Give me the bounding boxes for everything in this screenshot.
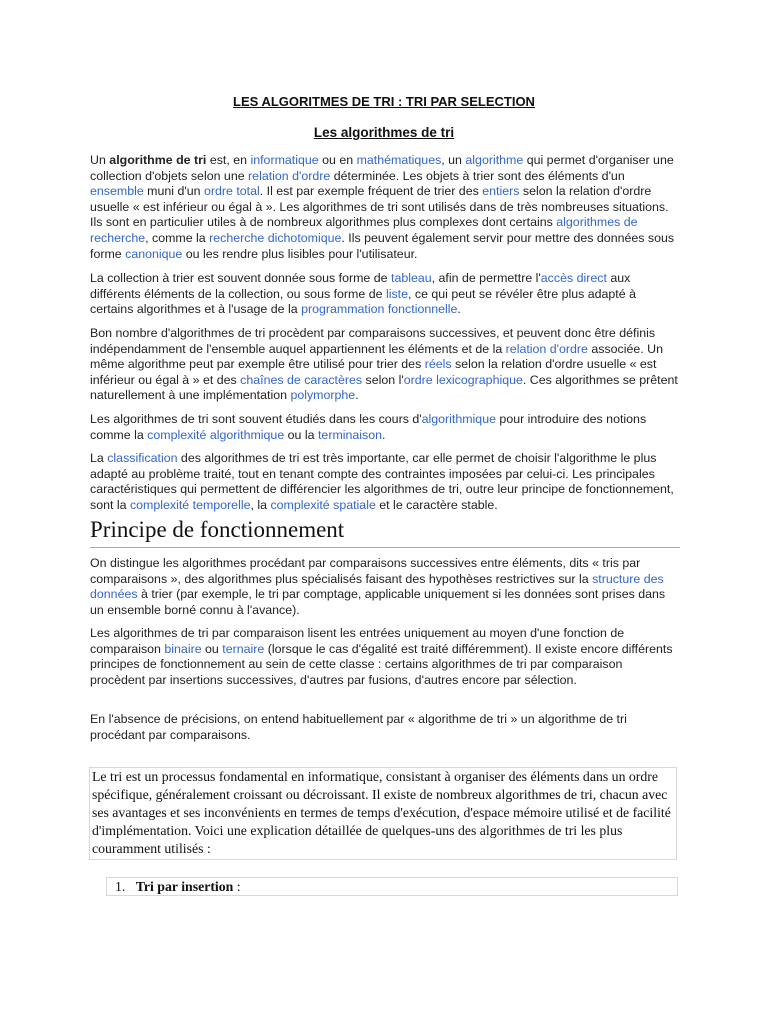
paragraph [90, 326, 680, 404]
text: ou les rendre plus lisibles pour l'utilisateur. [182, 246, 418, 261]
text: selon la relation d'ordre usuelle « est inférieur ou égal à » et des [90, 357, 657, 387]
text: (lorsque le cas d'égalité est traité différemment). Il existe encore différents principes de fonctionnement au sein de cette classe : certains algorithmes de tri par comparaison procèdent par insertions successives, d'autres par fusions, d'autres encore par sélection. [90, 641, 673, 687]
link-liste[interactable]: liste [385, 286, 408, 301]
text: , ce qui peut se révéler être plus adapté à certains algorithmes et à l'usage de la [90, 286, 636, 317]
text: à trier (par exemple, le tri par comptage, applicable uniquement si les données sont prises dans un ensemble borné connu à l'avance). [90, 587, 666, 617]
link-ordre-total[interactable]: ordre total [203, 184, 260, 199]
link-structure-donnees[interactable]: structure des données [90, 571, 664, 602]
text: , un [441, 153, 466, 167]
paragraph [90, 153, 680, 262]
paragraph-comparaisons [90, 326, 680, 404]
text: qui permet d'organiser une collection d'objets selon une [90, 153, 674, 183]
text: La collection à trier est souvent donnée sous forme de [90, 271, 391, 285]
link-reels[interactable]: réels [424, 357, 452, 372]
text: . [355, 388, 359, 403]
bold-term: algorithme de tri [109, 153, 207, 167]
paragraph: En l'absence de précisions, on entend habituellement par « algorithme de tri » un algorithme de tri procédant par comparaisons. [90, 712, 627, 742]
paragraph [90, 556, 680, 618]
section-subtitle: Les algorithmes de tri [313, 125, 455, 140]
link-terminaison[interactable]: terminaison [317, 427, 383, 442]
paragraph-etudes [90, 412, 680, 443]
link-complexite-algorithmique[interactable]: complexité algorithmique [147, 427, 285, 442]
text: . Ils peuvent également servir pour mettre des données sous forme [90, 230, 675, 261]
link-complexite-spatiale[interactable]: complexité spatiale [270, 497, 376, 512]
section-heading: Principe de fonctionnement [90, 514, 680, 548]
link-mathematiques[interactable]: mathématiques [356, 153, 442, 167]
link-algorithme[interactable]: algorithme [465, 153, 524, 167]
link-algorithmes-recherche[interactable]: algorithmes de recherche [90, 215, 638, 245]
paragraph-comparaison [90, 626, 680, 688]
paragraph-distinction [90, 556, 680, 618]
text: La [90, 451, 108, 465]
document-title: LES ALGORITMES DE TRI : TRI PAR SELECTION [233, 94, 535, 109]
list-item-insertion [106, 877, 678, 896]
text: On distingue les algorithmes procédant par comparaisons successives entre éléments, dits « tris par comparaisons », des algorithmes plus spécialisés faisant des hypothèses restrictives sur la [90, 556, 641, 586]
text: des algorithmes de tri est très importante, car elle permet de choisir l'algorithme le plus adapté au problème traité, tout en tenant compte des contraintes imposées par celui-ci. Les principales caractéristiques qui permettent de différencier les algorithmes de tri, outre leur principe de fonctionnement, sont la [90, 451, 674, 512]
text: Les algorithmes de tri sont souvent étudiés dans les cours d' [90, 412, 422, 426]
paragraph [90, 626, 680, 688]
link-relation-ordre-2[interactable]: relation d'ordre [505, 341, 588, 356]
list-item-label: Tri par insertion [135, 879, 234, 894]
link-informatique[interactable]: informatique [250, 153, 319, 167]
list-number: 1. [115, 879, 126, 894]
link-ordre-lexicographique[interactable]: ordre lexicographique [403, 372, 523, 387]
text: déterminée. Les objets à trier sont des éléments d'un [330, 168, 625, 183]
text: . [457, 302, 461, 317]
paragraph [90, 451, 680, 513]
text: Un [90, 153, 110, 167]
paragraph-classification [90, 451, 680, 513]
link-ensemble[interactable]: ensemble [90, 184, 144, 199]
link-programmation-fonctionnelle[interactable]: programmation fonctionnelle [301, 302, 458, 317]
text: associée. Un même algorithme peut par exemple être utilisé pour trier des [90, 341, 664, 372]
link-classification[interactable]: classification [107, 451, 178, 465]
text: , afin de permettre l' [431, 271, 541, 285]
text: et le caractère stable. [375, 497, 498, 512]
paragraph-absence [90, 712, 680, 743]
text: pour introduire des notions comme la [90, 412, 647, 442]
text: , comme la [145, 230, 210, 245]
text: Bon nombre d'algorithmes de tri procèdent par comparaisons successives, et peuvent donc être définis indépendamment de l'ensemble auquel appartiennent les éléments et de la [90, 326, 656, 356]
link-complexite-temporelle[interactable]: complexité temporelle [129, 497, 251, 512]
paragraph [90, 271, 680, 318]
text: . Il est par exemple fréquent de trier des [259, 184, 483, 199]
text: aux différents éléments de la collection, ou sous forme de [90, 271, 631, 301]
link-algorithmique[interactable]: algorithmique [421, 412, 496, 426]
link-relation-ordre[interactable]: relation d'ordre [248, 168, 331, 183]
link-recherche-dichotomique[interactable]: recherche dichotomique [209, 230, 342, 245]
link-acces-direct[interactable]: accès direct [540, 271, 607, 285]
text: muni d'un [143, 184, 204, 199]
text: selon la relation d'ordre usuelle « est inférieur ou égal à ». Les algorithmes de tri sont utilisés dans de très nombreuses situations. Ils sont en particulier utiles à de nombreux algorithmes plus complexes dont certains [90, 184, 669, 230]
link-tableau[interactable]: tableau [391, 271, 432, 285]
text: ou en [318, 153, 357, 167]
link-entiers[interactable]: entiers [482, 184, 520, 199]
list-item-suffix: : [233, 879, 241, 894]
text: est, en [206, 153, 251, 167]
link-ternaire[interactable]: ternaire [222, 641, 265, 656]
paragraph [90, 412, 680, 443]
text: , la [250, 497, 271, 512]
paragraph-definition [90, 153, 680, 262]
text: ou la [284, 427, 318, 442]
text: Les algorithmes de tri par comparaison lisent les entrées uniquement au moyen d'une fonction de comparaison [90, 626, 625, 656]
link-canonique[interactable]: canonique [125, 246, 183, 261]
text: . Ces algorithmes se prêtent naturellement à une implémentation [90, 372, 678, 403]
link-binaire[interactable]: binaire [164, 641, 202, 656]
text: . [382, 427, 386, 442]
link-polymorphe[interactable]: polymorphe [290, 388, 356, 403]
intro-text-box: Le tri est un processus fondamental en informatique, consistant à organiser des éléments dans un ordre spécifique, généralement croissant ou décroissant. Il existe de nombreux algorithmes de tri, chacun avec ses avantages et ses inconvénients en termes de temps d'exécution, d'espace mémoire utilisé et de facilité d'implémentation. Voici une explication détaillée de quelques-uns des algorithmes de tri les plus couramment utilisés : [89, 767, 677, 860]
text: selon l' [362, 372, 404, 387]
link-chaines-caracteres[interactable]: chaînes de caractères [240, 372, 363, 387]
text: ou [201, 641, 223, 656]
paragraph-collection [90, 271, 680, 318]
